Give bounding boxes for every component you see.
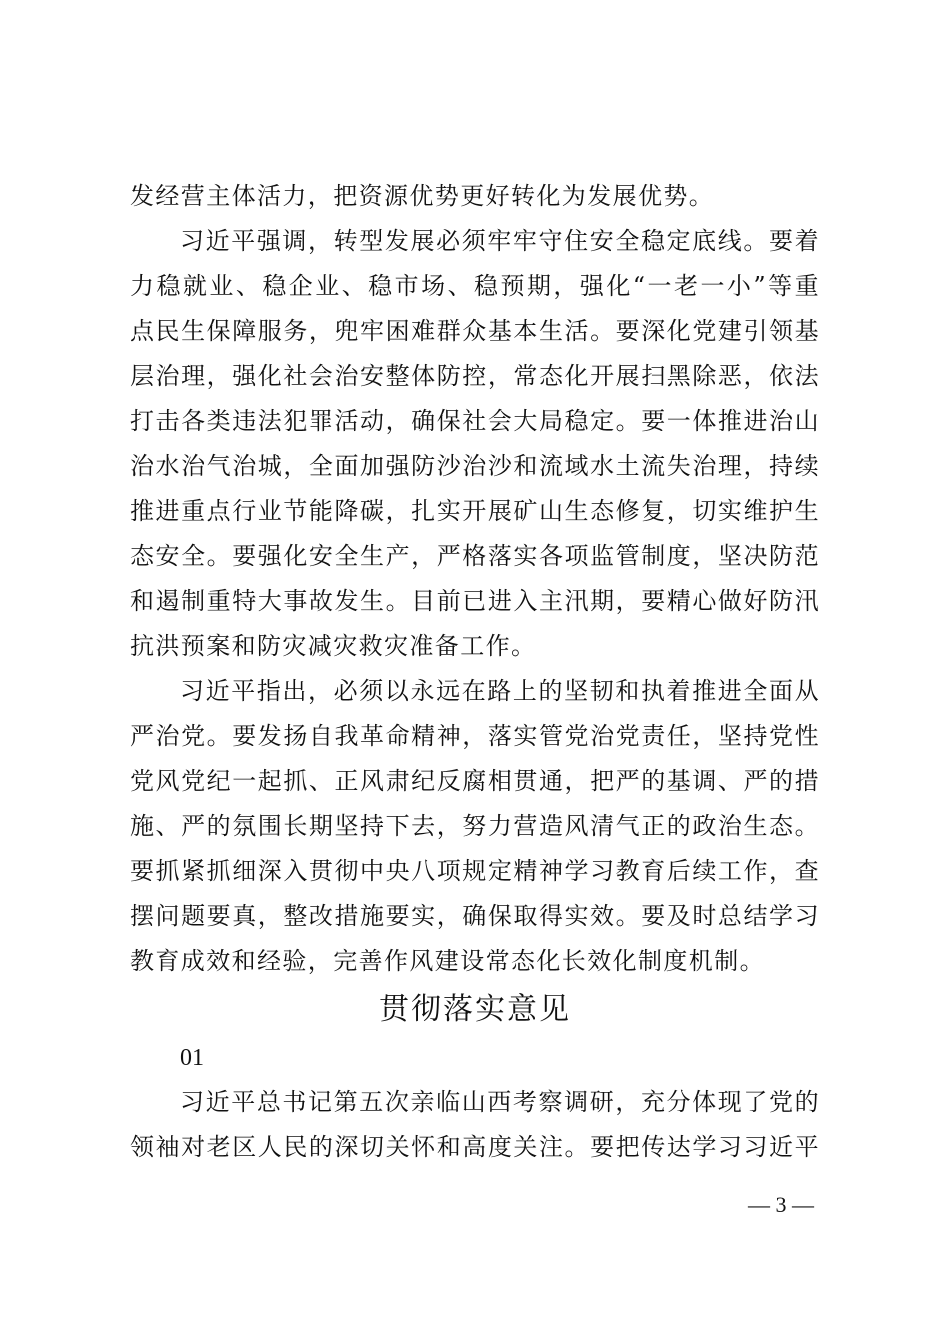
text-line: 领袖对老区人民的深切关怀和高度关注。要把传达学习习近平: [130, 1133, 820, 1161]
text-line: 习近平总书记第五次亲临山西考察调研，充分体现了党的: [180, 1088, 820, 1116]
paragraph-1: [130, 174, 820, 219]
text-line: 教育成效和经验，完善作风建设常态化长效化制度机制。: [130, 947, 765, 975]
text-line: 摆问题要真，整改措施要实，确保取得实效。要及时总结学习: [130, 902, 820, 930]
text-line: 党风党纪一起抓、正风肃纪反腐相贯通，把严的基调、严的措: [130, 767, 820, 795]
text-line: 发经营主体活力，把资源优势更好转化为发展优势。: [130, 182, 715, 210]
text-line: 和遏制重特大事故发生。目前已进入主汛期，要精心做好防汛: [130, 587, 820, 615]
text-line: 点民生保障服务，兜牢困难群众基本生活。要深化党建引领基: [130, 317, 820, 345]
text-line: 抗洪预案和防灾减灾救灾准备工作。: [130, 632, 537, 660]
page-number: — 3 —: [748, 1192, 814, 1217]
document-body: [130, 174, 820, 1170]
text-line: 推进重点行业节能降碳，扎实开展矿山生态修复，切实维护生: [130, 497, 820, 525]
section-paragraph: [130, 1080, 820, 1170]
text-line: 力稳就业、稳企业、稳市场、稳预期，强化“一老一小”等重: [130, 272, 820, 300]
paragraph-2: [130, 219, 820, 669]
text-line: 习近平强调，转型发展必须牢牢守住安全稳定底线。要着: [180, 227, 820, 255]
text-line: 治水治气治城，全面加强防沙治沙和流域水土流失治理，持续: [130, 452, 820, 480]
section-title: 贯彻落实意见: [379, 992, 571, 1027]
text-line: 态安全。要强化安全生产，严格落实各项监管制度，坚决防范: [130, 542, 820, 570]
section-number: 01: [180, 1045, 204, 1071]
paragraph-3: [130, 669, 820, 984]
text-line: 习近平指出，必须以永远在路上的坚韧和执着推进全面从: [180, 677, 820, 705]
text-line: 层治理，强化社会治安整体防控，常态化开展扫黑除恶，依法: [130, 362, 820, 390]
text-line: 打击各类违法犯罪活动，确保社会大局稳定。要一体推进治山: [130, 407, 820, 435]
text-line: 严治党。要发扬自我革命精神，落实管党治党责任，坚持党性: [130, 722, 820, 750]
text-line: 要抓紧抓细深入贯彻中央八项规定精神学习教育后续工作，查: [130, 857, 820, 885]
text-line: 施、严的氛围长期坚持下去，努力营造风清气正的政治生态。: [130, 812, 820, 840]
